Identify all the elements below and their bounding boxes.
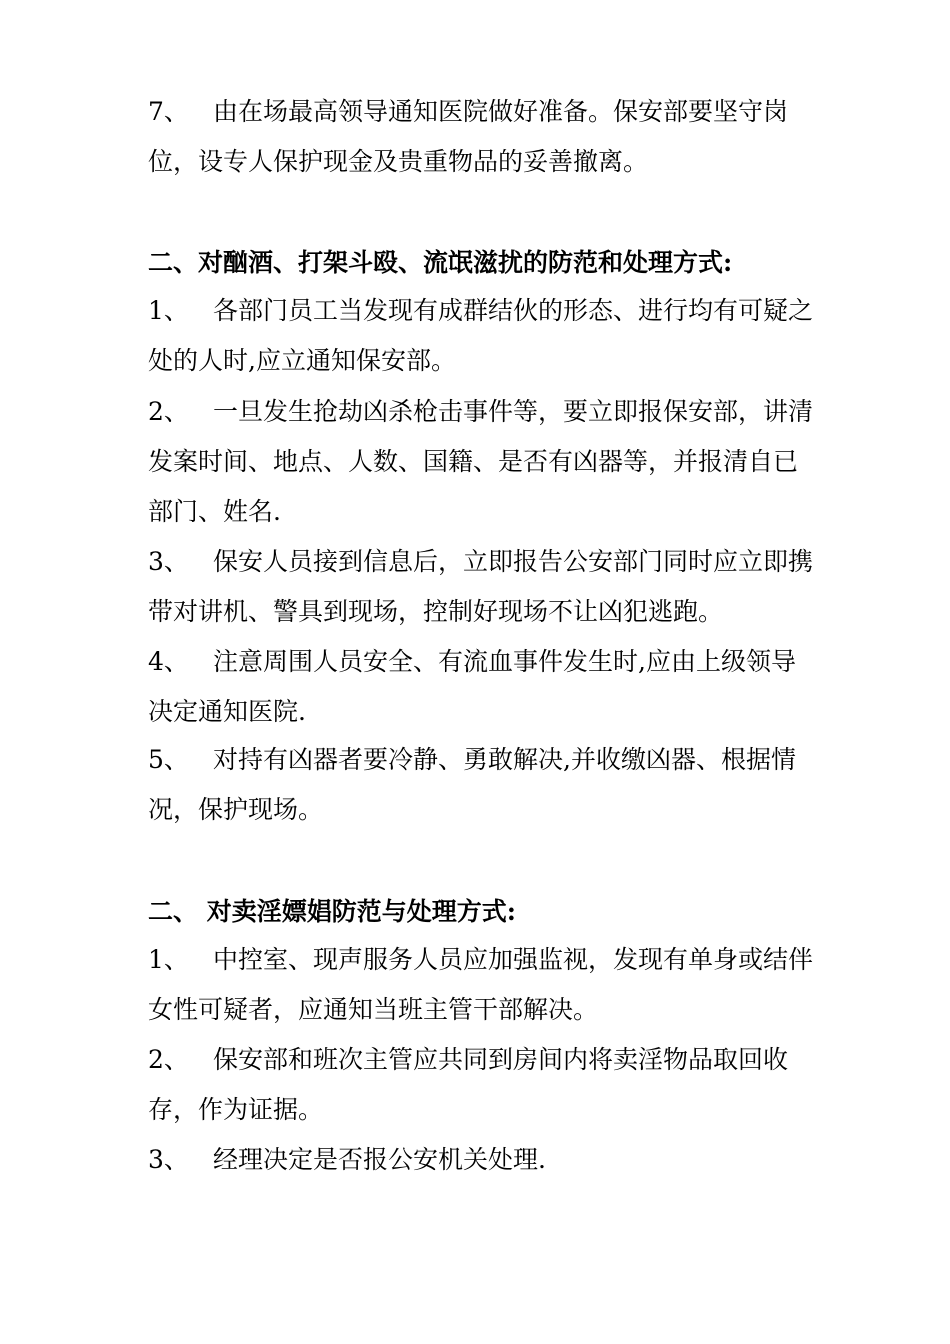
- item-text: 注意周围人员安全、有流血事件发生时,应由上级领导决定通知医院.: [148, 647, 796, 726]
- item-number: 2、: [148, 397, 189, 426]
- list-item: [148, 1035, 818, 1135]
- item-number: 5、: [148, 745, 189, 774]
- item-number: 3、: [148, 547, 189, 576]
- section-heading: 二、对酗酒、打架斗殴、流氓滋扰的防范和处理方式:: [148, 248, 733, 277]
- list-item: [148, 286, 818, 386]
- item-number: 1、: [148, 945, 189, 974]
- item-text: 一旦发生抢劫凶杀枪击事件等，要立即报保安部，讲清发案时间、地点、人数、国籍、是否有凶器等，并报清自已部门、姓名.: [148, 397, 814, 526]
- item-text: 保安部和班次主管应共同到房间内将卖淫物品取回收存，作为证据。: [148, 1045, 789, 1124]
- section-heading: 二、 对卖淫嫖娼防范与处理方式:: [148, 897, 516, 926]
- list-item: [148, 87, 818, 187]
- item-text: 各部门员工当发现有成群结伙的形态、进行均有可疑之处的人时,应立通知保安部。: [148, 296, 814, 375]
- list-item: [148, 537, 818, 637]
- list-item: [148, 387, 818, 537]
- item-text: 对持有凶器者要冷静、勇敢解决,并收缴凶器、根据情况，保护现场。: [148, 745, 796, 824]
- item-number: 2、: [148, 1045, 189, 1074]
- item-text: 中控室、现声服务人员应加强监视，发现有单身或结伴女性可疑者，应通知当班主管干部解决。: [148, 945, 814, 1024]
- list-item: [148, 1135, 818, 1185]
- list-item: [148, 637, 818, 737]
- item-number: 1、: [148, 296, 189, 325]
- list-item: [148, 735, 818, 835]
- item-number: 7、: [148, 97, 189, 126]
- item-text: 经理决定是否报公安机关处理.: [213, 1145, 546, 1174]
- list-item: [148, 935, 818, 1035]
- item-text: 保安人员接到信息后，立即报告公安部门同时应立即携带对讲机、警具到现场，控制好现场不让凶犯逃跑。: [148, 547, 814, 626]
- item-text: 由在场最高领导通知医院做好准备。保安部要坚守岗位，设专人保护现金及贵重物品的妥善撤离。: [148, 97, 789, 176]
- item-number: 4、: [148, 647, 189, 676]
- item-number: 3、: [148, 1145, 189, 1174]
